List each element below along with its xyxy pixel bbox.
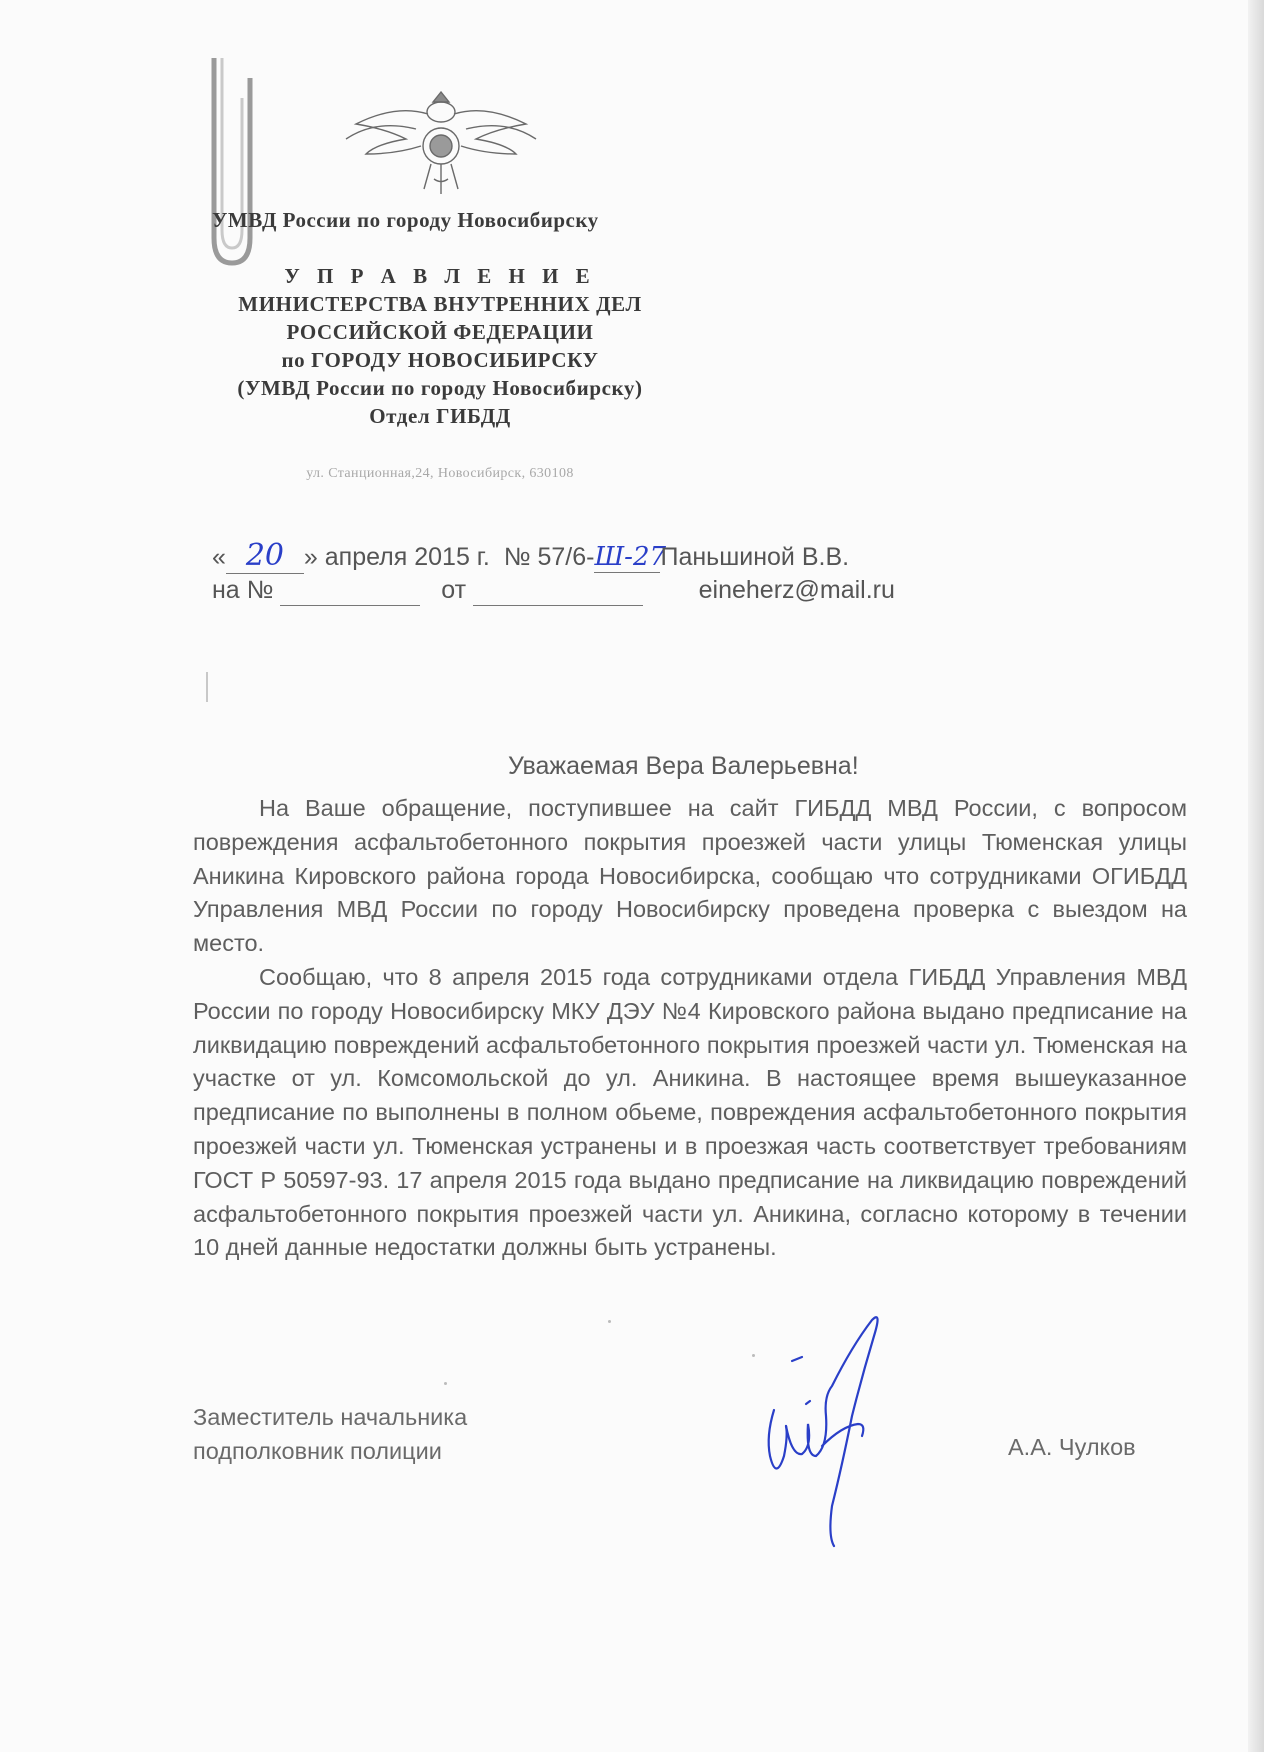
- margin-mark: [198, 672, 208, 702]
- letterhead: [200, 262, 680, 430]
- reference-number-field: [280, 576, 420, 606]
- paper-clip-icon: [200, 58, 262, 268]
- handwritten-number: Ш-27: [594, 542, 667, 572]
- reference-date-field: [473, 576, 643, 606]
- recipient-email: eineherz@mail.ru: [698, 576, 895, 604]
- letter-body: [193, 792, 1187, 1265]
- recipient-name: Паньшиной В.В.: [660, 543, 850, 571]
- signatory-position-line: Заместитель начальника: [193, 1404, 468, 1430]
- letterhead-line: Отдел ГИБДД: [369, 404, 511, 428]
- signatory-name: А.А. Чулков: [1008, 1434, 1136, 1460]
- signatory-position: [193, 1400, 467, 1468]
- quote-open: «: [212, 543, 226, 571]
- scan-speck: [752, 1354, 755, 1357]
- outgoing-number-prefix: № 57/6-: [503, 543, 595, 571]
- scan-speck: [444, 1382, 447, 1385]
- signatory-rank-line: подполковник полиции: [193, 1438, 442, 1464]
- page-edge-shadow: [1248, 0, 1264, 1752]
- department-address: ул. Станционная,24, Новосибирск, 630108: [306, 466, 574, 481]
- letterhead-line: РОССИЙСКОЙ ФЕДЕРАЦИИ: [286, 320, 594, 344]
- date-day-field: [226, 538, 304, 574]
- registration-line: [212, 538, 972, 574]
- letterhead-line: МИНИСТЕРСТВА ВНУТРЕННИХ ДЕЛ: [238, 292, 642, 316]
- reference-date-label: от: [441, 576, 467, 604]
- ministry-emblem-icon: [336, 84, 546, 204]
- handwritten-signature: [762, 1306, 902, 1556]
- letterhead-line: (УМВД России по городу Новосибирску): [237, 376, 643, 400]
- date-month-year: » апреля 2015 г.: [303, 543, 490, 571]
- letterhead-line: У П Р А В Л Е Н И Е: [284, 264, 596, 288]
- letter-paragraph: На Ваше обращение, поступившее на сайт ГИБДД МВД России, с вопросом повреждения асфальтобетонного покрытия проезжей части улицы Тюменская улицы Аникина Кировского района города Новосибирска, сообщаю что сотрудниками ОГИБДД Управления МВД России по городу Новосибирску проведена проверка с выездом на место.: [193, 795, 1187, 957]
- reference-line: [212, 576, 972, 606]
- letter-paragraph: Сообщаю, что 8 апреля 2015 года сотрудниками отдела ГИБДД Управления МВД России по городу Новосибирску МКУ ДЭУ №4 Кировского района выдано предписание на ликвидацию повреждений асфальтобетонного покрытия проезжей части ул. Тюменская на участке от ул. Комсомольской до ул. Аникина. В настоящее время вышеуказанное предписание по выполнены в полном обьеме, повреждения асфальтобетонного покрытия проезжей части ул. Тюменская устранены и в проезжая часть соответствует требованиям ГОСТ Р 50597-93. 17 апреля 2015 года выдано предписание на ликвидацию повреждений асфальтобетонного покрытия проезжей части ул. Аникина, согласно которому в течении 10 дней данные недостатки должны быть устранены.: [193, 963, 1187, 1261]
- letterhead-line: по ГОРОДУ НОВОСИБИРСКУ: [281, 348, 599, 372]
- outgoing-number-field: [594, 542, 667, 573]
- handwritten-day: 20: [245, 538, 284, 573]
- organization-short-name: УМВД России по городу Новосибирску: [212, 208, 599, 232]
- letter-greeting: Уважаемая Вера Валерьевна!: [508, 752, 859, 780]
- scan-speck: [608, 1320, 611, 1323]
- reference-number-label: на №: [212, 576, 274, 604]
